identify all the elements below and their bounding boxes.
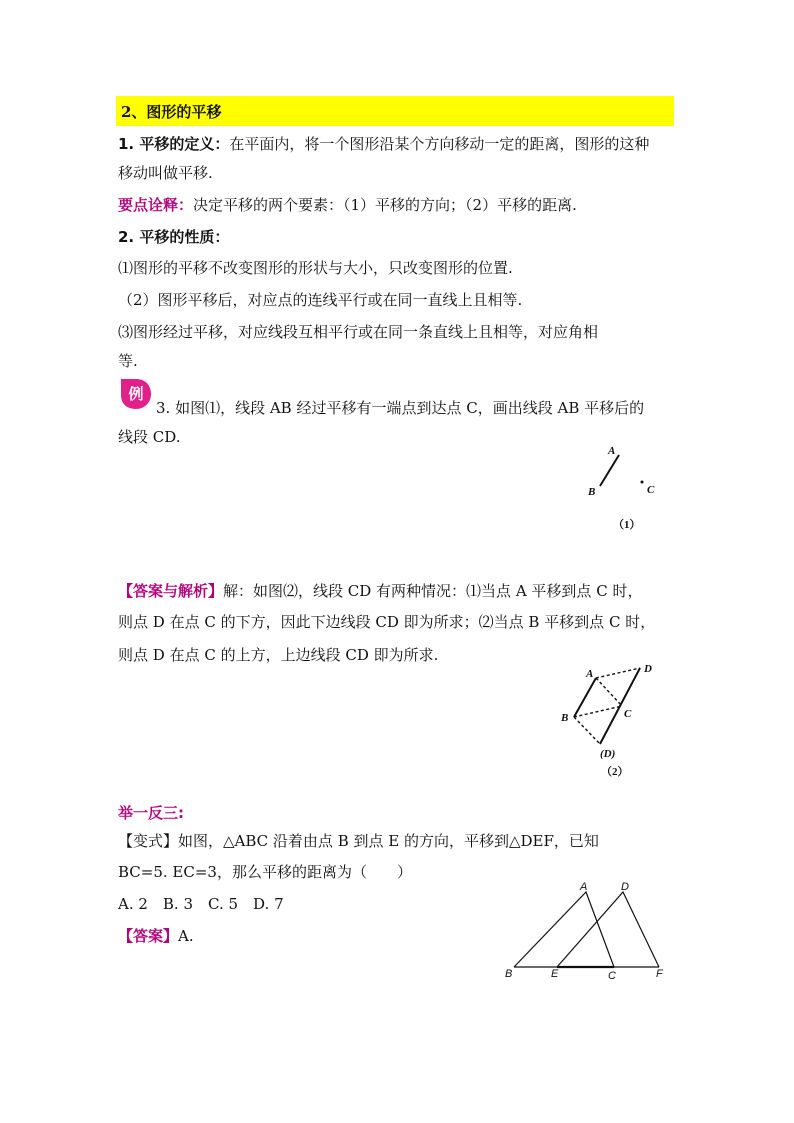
key-point-label: 要点诠释： [118,196,194,214]
fig2-label-d: D [644,663,652,675]
fig3-label-a: A [580,881,588,893]
practice-heading: 举一反三: [118,804,184,822]
fig1-label-b: B [588,486,596,498]
definition-text-1: 在平面内，将一个图形沿某个方向移动一定的距离，图形的这种 [229,135,650,153]
fig1-label-c: C [647,484,655,496]
example-line-2: 线段 CD. [118,428,181,446]
fig1-caption: （1） [613,519,641,531]
answer-label: 【答案与解析】 [118,582,224,600]
segment-cd [600,668,640,744]
fig2-label-c: C [624,708,632,720]
example-line-1: 3. 如图⑴，线段 AB 经过平移有一端点到达点 C，画出线段 AB 平移后的 [156,399,645,417]
fig3-label-e: E [551,968,559,980]
fig3-label-d: D [621,881,629,893]
variant-answer-line [118,926,194,946]
variant-label: 【变式】 [118,832,179,850]
key-point-text: 决定平移的两个要素：（1）平移的方向；（2）平移的距离. [193,196,577,214]
segment-ab [600,455,619,486]
definition-text-2: 移动叫做平移. [118,164,213,182]
property-item-1: ⑴图形的平移不改变图形的形状与大小，只改变图形的位置. [118,259,513,277]
example-badge-label: 例 [128,385,144,403]
answer-line-1 [118,581,642,601]
section-heading: 2、图形的平移 [121,103,222,121]
fig2-caption: （2） [601,766,629,778]
fig3-label-b: B [505,968,513,980]
variant-line-1 [118,831,599,851]
figure-2 [556,660,666,785]
fig3-label-c: C [608,970,616,982]
triangle-def [557,892,659,967]
variant-options: A. 2 B. 3 C. 5 D. 7 [118,895,284,913]
figure-1 [580,440,680,535]
answer-line-2: 则点 D 在点 C 的下方，因此下边线段 CD 即为所求；⑵当点 B 平移到点 C 时， [118,613,656,631]
definition-label: 1. 平移的定义： [118,135,230,153]
fig1-label-a: A [608,445,616,457]
figure-3 [498,878,678,988]
answer-line-3: 则点 D 在点 C 的上方，上边线段 CD 即为所求. [118,646,439,664]
definition-line-1 [118,134,649,154]
point-c [641,481,644,484]
fig2-label-d-lower: (D) [600,748,616,760]
example-badge-icon [119,377,153,411]
variant-answer-value: A. [178,927,194,945]
variant-text-1: 如图，△ABC 沿着由点 B 到点 E 的方向，平移到△DEF，已知 [178,832,599,850]
property-item-3: ⑶图形经过平移，对应线段互相平行或在同一条直线上且相等，对应角相 [118,323,599,341]
property-item-2: （2）图形平移后，对应点的连线平行或在同一直线上且相等. [118,291,523,309]
triangle-abc [514,892,614,967]
property-item-3-cont: 等. [118,352,138,370]
variant-line-2: BC=5. EC=3，那么平移的距离为（ ） [118,863,412,881]
fig3-label-f: F [656,968,663,980]
variant-answer-label: 【答案】 [118,927,179,945]
dashed-ac [596,678,622,706]
dashed-ad [596,668,640,678]
answer-text-1: 解：如图⑵，线段 CD 有两种情况：⑴当点 A 平移到点 C 时， [223,582,643,600]
key-point-line [118,195,577,215]
dashed-bd [574,717,600,744]
properties-label: 2. 平移的性质： [118,228,230,246]
segment-ab [574,678,596,717]
fig2-label-a: A [586,668,594,680]
fig2-label-b: B [561,712,569,724]
